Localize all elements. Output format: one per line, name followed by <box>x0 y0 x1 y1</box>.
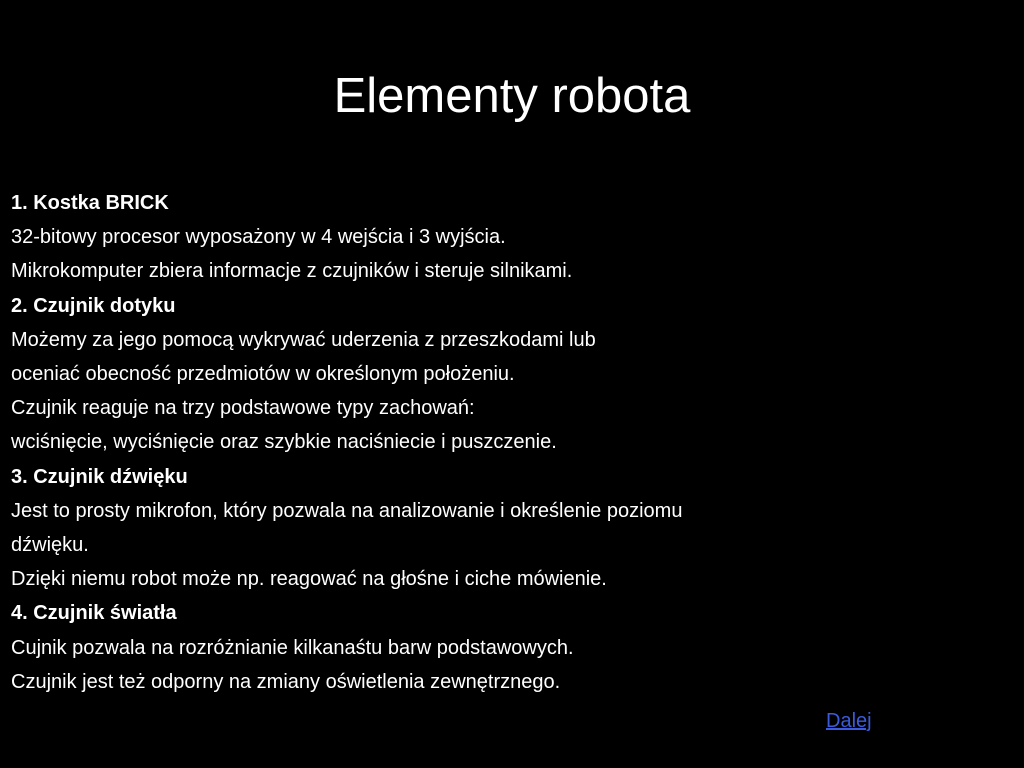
section-heading-sound-sensor: 3. Czujnik dźwięku <box>11 465 188 488</box>
body-line: wciśnięcie, wyciśnięcie oraz szybkie naciśniecie i puszczenie. <box>11 431 557 454</box>
next-link[interactable]: Dalej <box>826 710 872 732</box>
body-line: Dzięki niemu robot może np. reagować na głośne i ciche mówienie. <box>11 568 607 591</box>
body-line: 32-bitowy procesor wyposażony w 4 wejścia i 3 wyjścia. <box>11 226 506 249</box>
body-line: Możemy za jego pomocą wykrywać uderzenia z przeszkodami lub <box>11 328 596 351</box>
body-line: Czujnik reaguje na trzy podstawowe typy zachowań: <box>11 397 475 420</box>
body-line: oceniać obecność przedmiotów w określonym położeniu. <box>11 363 515 386</box>
body-line: dźwięku. <box>11 534 89 557</box>
section-heading-touch-sensor: 2. Czujnik dotyku <box>11 294 176 317</box>
section-heading-brick: 1. Kostka BRICK <box>11 192 169 214</box>
body-line: Mikrokomputer zbiera informacje z czujników i steruje silnikami. <box>11 260 573 283</box>
body-line: Czujnik jest też odporny na zmiany oświetlenia zewnętrznego. <box>11 670 561 693</box>
body-line: Cujnik pozwala na rozróżnianie kilkanaśtu barw podstawowych. <box>11 636 574 659</box>
body-line: Jest to prosty mikrofon, który pozwala na analizowanie i określenie poziomu <box>11 499 683 522</box>
section-heading-light-sensor: 4. Czujnik światła <box>11 602 177 625</box>
slide-body <box>11 186 911 699</box>
slide-title: Elementy robota <box>333 69 691 123</box>
